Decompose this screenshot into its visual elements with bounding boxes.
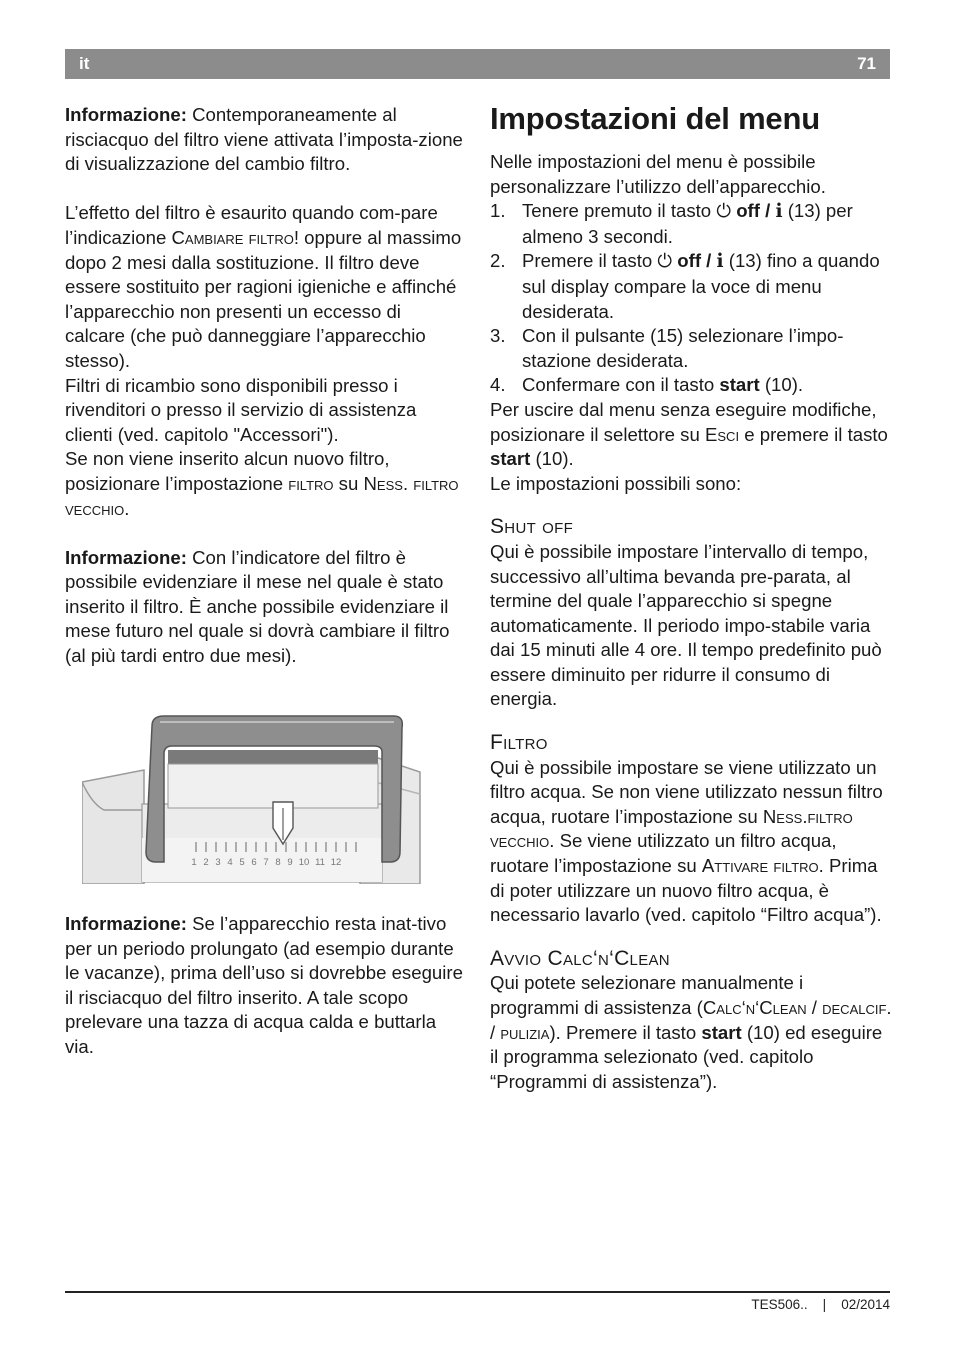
info-icon: i <box>775 201 783 223</box>
filter-indicator-drawing <box>82 712 422 884</box>
tick-label: 5 <box>239 857 245 868</box>
footer-rule <box>65 1291 890 1293</box>
power-icon: ⏻ <box>716 200 732 222</box>
shut-off-paragraph: Qui è possibile impostare l’intervallo di tempo, successivo all’ultima bevanda pre-parata, al termine del quale l’apparecchio si spegne automaticamente. Il periodo impo-stabile varia dai 15 minuti alle 4 ore. Il tempo predefinito può essere diminuito per ridurre il consumo di energia. <box>490 540 882 710</box>
page-footer <box>751 1297 890 1312</box>
exit-menu-paragraph: Per uscire dal menu senza eseguire modifiche, posizionare il selettore su Esci e premere il tasto start (10). <box>490 398 888 470</box>
section-title: Impostazioni del menu <box>490 101 820 136</box>
tick-label: 7 <box>263 857 269 868</box>
subheading-shut-off: Shut off <box>490 515 574 539</box>
display-message-cambiare-filtro: Cambiare filtro! <box>171 226 299 248</box>
tick-label: 3 <box>215 857 221 868</box>
list-item: 4. Confermare con il tasto start (10). <box>490 374 804 396</box>
filtro-paragraph: Qui è possibile impostare se viene utilizzato un filtro acqua. Se non viene utilizzato nessun filtro acqua, ruotare l’impostazione su Ness.filtro vecchio. Se viene utilizzato un filtro acqua, ruotare l’impostazione su Attivare filtro. Prima di poter utilizzare un nuovo filtro acqua, è necessario lavarlo (ved. capitolo “Filtro acqua”). <box>490 756 883 926</box>
tick-label: 4 <box>227 857 233 868</box>
info-paragraph-2: Informazione: Con l’indicatore del filtro è possibile evidenziare il mese nel quale è stato inserito il filtro. È anche possibile evidenziare il mese futuro nel quale si dovrà cambiare il filtro (al più tardi entro due mesi). <box>65 546 450 667</box>
page-header-bar <box>65 49 890 79</box>
language-code: it <box>79 54 90 73</box>
footer-separator: | <box>822 1297 827 1312</box>
possible-settings-label: Le impostazioni possibili sono: <box>490 472 742 494</box>
info-icon: i <box>716 251 724 273</box>
no-new-filter-paragraph: Se non viene inserito alcun nuovo filtro, posizionare l’impostazione filtro su Ness. filtro vecchio. <box>65 448 459 519</box>
tick-label: 2 <box>203 857 209 868</box>
tick-label: 6 <box>251 857 257 868</box>
filter-exhausted-paragraph: L’effetto del filtro è esaurito quando com-pare l’indicazione Cambiare filtro! oppure al massimo dopo 2 mesi dalla sostituzione. Il filtro deve essere sostituito per ragioni igieniche e affinché l’apparecchio non presenti un eccesso di calcare (che può danneggiare l’apparecchio stesso). <box>65 202 462 371</box>
subheading-avvio-calc-n-clean: Avvio Calc‘n‘Clean <box>490 946 670 970</box>
menu-steps-list <box>490 199 892 398</box>
calc-n-clean-paragraph: Qui potete selezionare manualmente i programmi di assistenza (Calc‘n‘Clean / decalcif. / pulizia). Premere il tasto start (10) ed eseguire il programma selezionato (ved. capitolo “Programmi di assistenza”). <box>490 972 892 1092</box>
tick-label: 10 <box>298 857 310 868</box>
page-number: 71 <box>857 54 876 73</box>
left-column-lower <box>65 912 465 1060</box>
subheading-filtro: Filtro <box>490 731 548 755</box>
tick-label: 9 <box>287 857 293 868</box>
list-item: 3. Con il pulsante (15) selezionare l’impo-stazione desiderata. <box>490 325 844 371</box>
filter-month-indicator-illustration <box>82 712 422 884</box>
info-paragraph-3: Informazione: Se l’apparecchio resta inat-tivo per un periodo prolungato (ad esempio durante le vacanze), prima dell’uso si dovrebbe eseguire il risciacquo del filtro inserito. A tale scopo prelevare una tazza di acqua calda e buttarla via. <box>65 913 463 1057</box>
replacement-filters-paragraph: Filtri di ricambio sono disponibili presso i rivenditori o presso il servizio di assistenza clienti (ved. capitolo "Accessori"). <box>65 374 417 445</box>
tick-label: 12 <box>330 857 342 868</box>
tick-label: 11 <box>315 857 325 868</box>
power-icon: ⏻ <box>657 250 673 272</box>
list-item: 2. Premere il tasto ⏻ off / i (13) fino a quando sul display compare la voce di menu desiderata. <box>490 250 880 322</box>
tick-label: 1 <box>191 857 197 868</box>
edition-date: 02/2014 <box>841 1297 890 1312</box>
tick-label: 8 <box>275 857 281 868</box>
info-paragraph-1: Informazione: Contemporaneamente al risciacquo del filtro viene attivata l’imposta-zione di visualizzazione del cambio filtro. <box>65 104 463 175</box>
list-item: 1. Tenere premuto il tasto ⏻ off / i (13) per almeno 3 secondi. <box>490 200 853 247</box>
right-column <box>490 98 892 1094</box>
model-number: TES506.. <box>751 1297 808 1312</box>
left-column <box>65 103 465 669</box>
menu-intro: Nelle impostazioni del menu è possibile personalizzare l’utilizzo dell’apparecchio. <box>490 151 826 197</box>
